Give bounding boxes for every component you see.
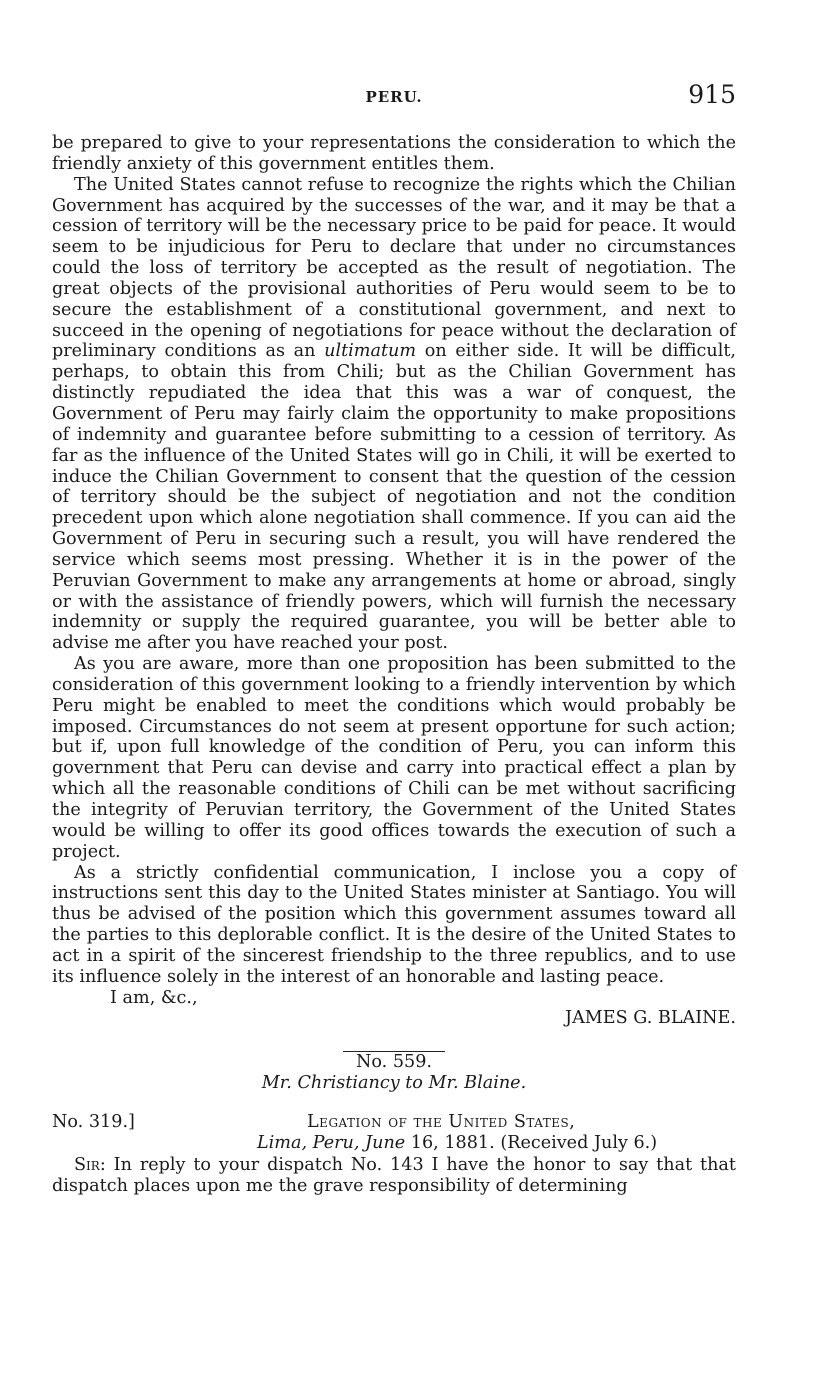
paragraph-text: on either side. It will be difficult, perhaps, to obtain this from Chili; but as the Chilian Government has distinctly repudiated the idea that this was a war of conquest, the Government of Peru may fairly claim the opportunity to make propositions of indemnity and guarantee before submitting to a cession of territory. As far as the influence of the United States will go in Chili, it will be exerted to induce the Chilian Government to consent that the question of the cession of territory should be the subject of negotiation and not the condition precedent upon which alone negotiation shall commence. If you can aid the Government of Peru in securing such a result, you will have rendered the service which seems most pressing. Whether it is in the power of the Peruvian Government to make any arrangements at home or abroad, singly or with the assistance of friendly powers, which will furnish the necessary indemnity or supply the required guarantee, you will be better able to advise me after you have reached your post. — [52, 341, 736, 654]
salutation: Sir: — [74, 1155, 106, 1176]
dispatch-number: No. 319.] — [52, 1112, 135, 1133]
received-note: (Received July 6.) — [500, 1133, 658, 1154]
legation-heading: Legation of the United States, — [307, 1112, 576, 1133]
page-header — [52, 80, 736, 120]
paragraph-text: The United States cannot refuse to recognize the rights which the Chilian Government has acquired by the successes of the war, and it may be that a cession of territory will be the necessary price to be paid for peace. It would seem to be injudicious for Peru to declare that under no circumstances could the loss of territory be accepted as the result of negotiation. The great objects of the provisional authorities of Peru would seem to be to secure the establishment of a constitutional government, and next to succeed in the opening of negotiations for peace without the declaration of preliminary conditions as an — [52, 174, 736, 362]
running-title: PERU. — [365, 88, 423, 106]
signature-name: JAMES G. BLAINE. — [565, 1008, 736, 1029]
place-date: Lima, Peru, June — [257, 1133, 406, 1154]
document-body — [52, 133, 736, 1197]
paragraph-intervention: As you are aware, more than one proposition has been submitted to the consideration of this government looking to a friendly intervention by which Peru might be enabled to meet the conditions which would probably be imposed. Circumstances do not seem at present opportune for such action; but if, upon full knowledge of the condition of Peru, you can inform this government that Peru can devise and carry into practical effect a plan by which all the reasonable conditions of Chili can be met without sacrificing the integrity of Peruvian territory, the Government of the United States would be willing to offer its good offices towards the execution of such a project. — [52, 654, 736, 862]
document-number: No. 559. — [355, 1052, 433, 1073]
paragraph-confidential: As a strictly confidential communication, I inclose you a copy of instructions sent this day to the United States minister at Santiago. You will thus be advised of the position which this government assumes toward all the parties to this deplorable conflict. It is the desire of the United States to act in a spirit of the sincerest friendship to the three republics, and to use its influence solely in the interest of an honorable and lasting peace. — [52, 862, 736, 987]
paragraph-rights — [52, 175, 736, 654]
document-title: Mr. Christiancy to Mr. Blaine. — [261, 1073, 527, 1094]
italic-term: ultimatum — [324, 341, 417, 362]
closing-line: I am, &c., — [110, 987, 198, 1008]
dateline — [257, 1133, 657, 1154]
paragraph-continued: be prepared to give to your representations the consideration to which the friendly anxiety of this government entitles them. — [52, 133, 736, 174]
page-number: 915 — [688, 80, 736, 109]
letter-opening — [52, 1155, 736, 1197]
letterhead — [52, 1112, 736, 1155]
day-year: 16, 1881. — [410, 1133, 495, 1154]
signature — [52, 1008, 736, 1029]
opening-text: In reply to your dispatch No. 143 I have the honor to say that that dispatch places upon me the grave responsibility of determining — [52, 1155, 736, 1196]
